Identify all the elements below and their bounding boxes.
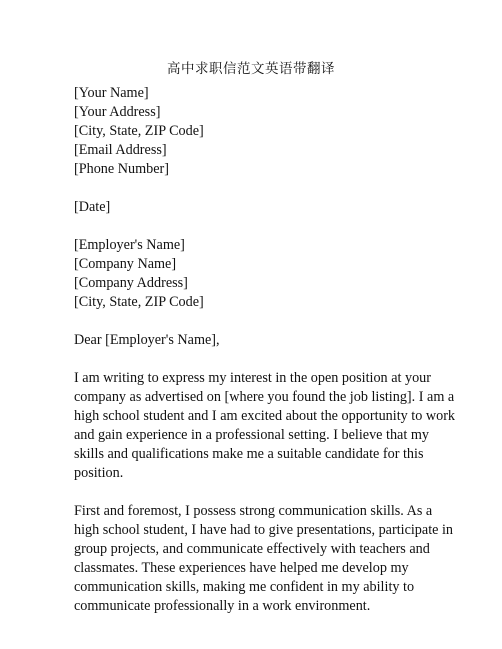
paragraph-skills	[74, 502, 454, 616]
spacer	[74, 179, 434, 198]
paragraph-line: and gain experience in a professional setting. I believe that my	[74, 427, 429, 443]
spacer	[74, 217, 434, 236]
letter-date: [Date]	[74, 199, 111, 215]
sender-city: [City, State, ZIP Code]	[74, 123, 204, 139]
paragraph-line: company as advertised on [where you found the job listing]. I am a	[74, 389, 455, 405]
paragraph-line: communicate professionally in a work environment.	[74, 598, 371, 614]
paragraph-line: group projects, and communicate effectively with teachers and	[74, 541, 430, 557]
recipient-company: [Company Name]	[74, 256, 177, 272]
sender-name: [Your Name]	[74, 85, 149, 101]
paragraph-line: position.	[74, 465, 124, 481]
sender-address: [Your Address]	[74, 104, 161, 120]
paragraph-line: skills and qualifications make me a suitable candidate for this	[74, 446, 424, 462]
sender-phone: [Phone Number]	[74, 161, 169, 177]
paragraph-line: communication skills, making me confident in my ability to	[74, 579, 415, 595]
spacer	[74, 350, 434, 369]
recipient-block	[74, 236, 434, 312]
recipient-name: [Employer's Name]	[74, 237, 185, 253]
letter-body	[74, 84, 456, 616]
paragraph-line: high school student and I am excited about the opportunity to work	[74, 408, 456, 424]
paragraph-line: First and foremost, I possess strong communication skills. As a	[74, 503, 433, 519]
salutation: Dear [Employer's Name],	[74, 332, 220, 348]
recipient-address: [Company Address]	[74, 275, 188, 291]
page-title: 高中求职信范文英语带翻译	[167, 61, 335, 77]
recipient-city: [City, State, ZIP Code]	[74, 294, 204, 310]
paragraph-line: classmates. These experiences have helped me develop my	[74, 560, 409, 576]
paragraph-line: high school student, I have had to give presentations, participate in	[74, 522, 454, 538]
paragraph-intro	[74, 369, 456, 483]
paragraph-line: I am writing to express my interest in the open position at your	[74, 370, 431, 386]
sender-block	[74, 84, 434, 179]
spacer	[74, 312, 434, 331]
spacer	[74, 483, 434, 502]
sender-email: [Email Address]	[74, 142, 167, 158]
